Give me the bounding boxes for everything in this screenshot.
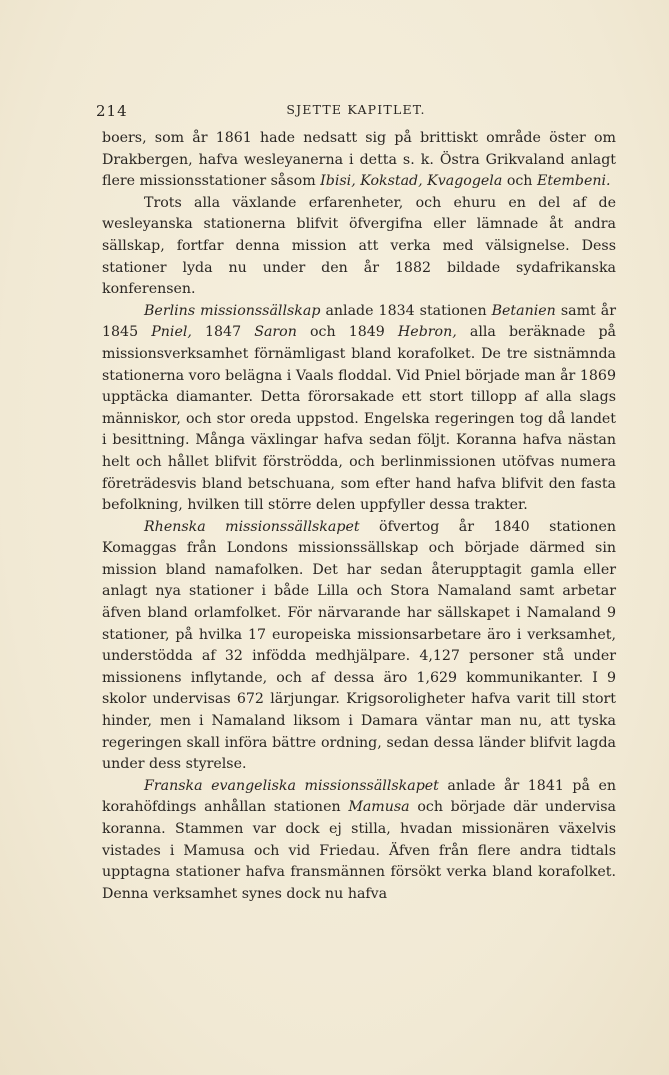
italic-text: Ibisi, Kokstad, Kvagogela	[320, 173, 503, 190]
italic-text: Etembeni.	[536, 173, 611, 190]
italic-text: Saron	[254, 324, 297, 341]
paragraph	[102, 128, 616, 193]
text-run: samt år 1845	[102, 302, 617, 341]
text-run: 1847	[191, 324, 255, 341]
italic-text: Rhenska missionssällskapet	[144, 518, 360, 535]
text-run: Trots alla växlande erfarenheter, och ehuru en del af de wesleyanska stationerna blifvit öfvergifna eller lämnade åt andra sällskap, fortfar denna mission att verka med välsignelse. Dess stationer lyda nu under den år 1882 bildade sydafrikanska konferensen.	[102, 194, 616, 298]
paragraph	[102, 517, 616, 776]
page-number: 214	[96, 102, 128, 120]
text-run: öfvertog år 1840 stationen Komaggas från Londons missionssällskap och började därmed sin mission bland namafolken. Det har sedan återupptagit gamla eller anlagt nya stationer i både Lilla och Stora Namaland samt arbetar äfven bland orlamfolket. För närvarande har sällskapet i Namaland 9 stationer, på hvilka 17 europeiska missionsarbetare äro i verksamhet, understödda af 32 infödda medhjälpare. 4,127 personer stå under missionens inflytande, och af dessa äro 1,629 kommunikanter. I 9 skolor undervisas 672 lärjungar. Krigsoroligheter hafva varit till stort hinder, men i Namaland liksom i Damara väntar man nu, att tyska regeringen skall införa bättre ordning, sedan dessa länder blifvit lagda under dess styrelse.	[102, 518, 616, 773]
italic-text: Berlins missionssällskap	[144, 302, 321, 319]
text-run: och 1849	[296, 324, 398, 341]
body-text	[102, 128, 616, 905]
text-run: boers, som år 1861 hade nedsatt sig på brittiskt område öster om Drakbergen, hafva wesleyanerna i detta s. k. Östra Grikvaland anlagt flere missionsstationer såsom	[102, 130, 616, 190]
running-head: SJETTE KAPITLET.	[286, 102, 426, 117]
paragraph	[102, 301, 616, 517]
text-run: och	[502, 173, 537, 190]
italic-text: Hebron,	[397, 324, 457, 341]
paragraph	[102, 193, 616, 301]
italic-text: Betanien	[491, 302, 556, 319]
text-run: anlade 1834 stationen	[320, 302, 492, 319]
italic-text: Franska evangeliska missionssällskapet	[144, 777, 439, 794]
text-run: och började där undervisa koranna. Stammen var dock ej stilla, hvadan missionären växelvis vistades i Mamusa och vid Friedau. Äfven från flere andra tidtals upptagna stationer hafva fransmännen försökt verka bland korafolket. Denna verksamhet synes dock nu hafva	[102, 799, 616, 902]
text-run: alla beräknade på missionsverksamhet förnämligast bland korafolket. De tre sistnämnda stationerna voro belägna i Vaals floddal. Vid Pniel började man år 1869 upptäcka diamanter. Detta förorsakade ett stort tillopp af alla slags människor, och stor oreda uppstod. Engelska regeringen tog då landet i besittning. Många växlingar hafva sedan följt. Koranna hafva nästan helt och hållet blifvit förströdda, och berlinmissionen utöfvas numera företrädesvis bland betschuana, som efter hand hafva blifvit den fasta befolkning, hvilken till större delen uppfyller dessa trakter.	[102, 324, 616, 514]
text-run: anlade år 1841 på en korahöfdings anhållan stationen	[102, 777, 616, 816]
paragraph	[102, 776, 616, 906]
italic-text: Mamusa	[348, 799, 410, 816]
page-header	[96, 100, 616, 124]
italic-text: Pniel,	[151, 324, 192, 341]
